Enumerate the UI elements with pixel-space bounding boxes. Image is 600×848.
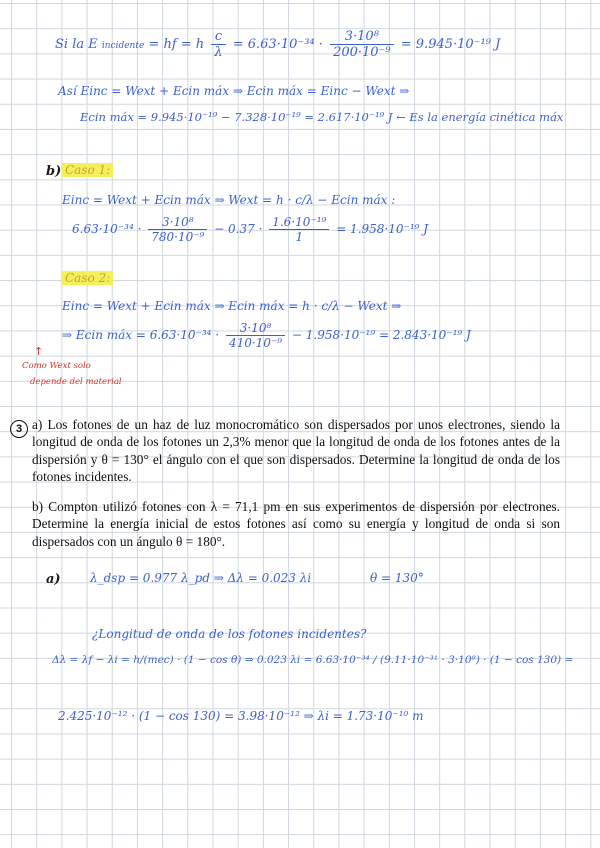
c2-frac: $\frac{\text{3·10⁸}}{\text{410·10⁻⁹}}$ <box>226 322 285 349</box>
caso2-heading <box>62 272 113 284</box>
label-b: b) <box>46 164 62 179</box>
l1-c: = hf = h <box>148 37 205 52</box>
problem-part-a <box>32 416 560 485</box>
l1-frac-c-lambda: $\frac{c}{\lambda}$ <box>211 30 225 59</box>
c1-a: 6.63·10⁻³⁴ · <box>72 222 142 236</box>
note-arrow-icon: ↑ <box>34 345 44 358</box>
hw-line-kinetic-result: Ecin máx = 9.945·10⁻¹⁹ − 7.328·10⁻¹⁹ = 2.617·10⁻¹⁹ J ← Es la energía cinética máx <box>80 110 564 124</box>
c1-c: = 1.958·10⁻¹⁹ J <box>336 222 429 236</box>
hw-a-theta: θ = 130° <box>370 571 424 585</box>
hw-caso1-line2 <box>72 216 428 243</box>
problem-b-text: b) Compton utilizó fotones con λ = 71,1 pm en sus experimentos de dispersión por electrones. Determine la energía inicial de estos fotones así como su energía y longitud de onda si son dispersados con un ángulo θ = 180°. <box>32 499 560 549</box>
hw-a-question: ¿Longitud de onda de los fotones incidentes? <box>92 627 367 641</box>
c2-b: − 1.958·10⁻¹⁹ = 2.843·10⁻¹⁹ J <box>291 328 471 342</box>
hw-a-line1: λ_dsp = 0.977 λ_pd ⇒ Δλ = 0.023 λi <box>90 571 312 585</box>
c1-b: − 0.37 · <box>214 222 263 236</box>
l1-d: = 6.63·10⁻³⁴ · <box>232 37 323 52</box>
l1-b: incidente <box>101 41 145 51</box>
label-a: a) <box>46 572 61 587</box>
l1-frac: $\frac{\text{3·10⁸}}{\text{200·10⁻⁹}}$ <box>330 30 394 59</box>
caso2-highlight: Caso 2: <box>62 271 113 285</box>
hw-line-energy-balance: Así Einc = Wext + Ecin máx ⇒ Ecin máx = Einc − Wext ⇒ <box>58 84 410 98</box>
c2-a: ⇒ Ecin máx = 6.63·10⁻³⁴ · <box>62 328 220 342</box>
caso1-heading <box>62 164 113 176</box>
l1-e: = 9.945·10⁻¹⁹ J <box>400 37 501 52</box>
hw-line-incident-energy <box>55 30 500 59</box>
note-line2: depende del material <box>30 377 122 387</box>
hw-a-line2: Δλ = λf − λi = h/(mec) · (1 − cos θ) ⇒ 0.023 λi = 6.63·10⁻³⁴ / (9.11·10⁻³¹ · 3·10⁸) · (1 − cos 130) = <box>52 654 574 666</box>
note-line1: Como Wext solo <box>22 361 91 371</box>
caso1-highlight: Caso 1: <box>62 163 113 177</box>
c1-frac2: $\frac{\text{1.6·10⁻¹⁹}}{1}$ <box>269 216 329 243</box>
problem-a-text: a) Los fotones de un haz de luz monocromático son dispersados por unos electrones, siendo la longitud de onda de los fotones un 2,3% menor que la longitud de onda de los fotones antes de la dispersión y θ = 130° el ángulo con el que son dispersados. Determine la longitud de onda de los fotones incidentes. <box>32 417 560 484</box>
question-number-badge: 3 <box>10 420 28 438</box>
l1-a: Si la E <box>55 37 98 52</box>
problem-part-b <box>32 498 560 550</box>
hw-caso1-line1: Einc = Wext + Ecin máx ⇒ Wext = h · c/λ − Ecin máx : <box>62 193 396 207</box>
hw-caso2-line2 <box>62 322 471 349</box>
hw-a-line3: 2.425·10⁻¹² · (1 − cos 130) = 3.98·10⁻¹² ⇒ λi = 1.73·10⁻¹⁰ m <box>58 709 424 723</box>
hw-caso2-line1: Einc = Wext + Ecin máx ⇒ Ecin máx = h · c/λ − Wext ⇒ <box>62 299 402 313</box>
c1-frac1: $\frac{\text{3·10⁸}}{\text{780·10⁻⁹}}$ <box>148 216 207 243</box>
